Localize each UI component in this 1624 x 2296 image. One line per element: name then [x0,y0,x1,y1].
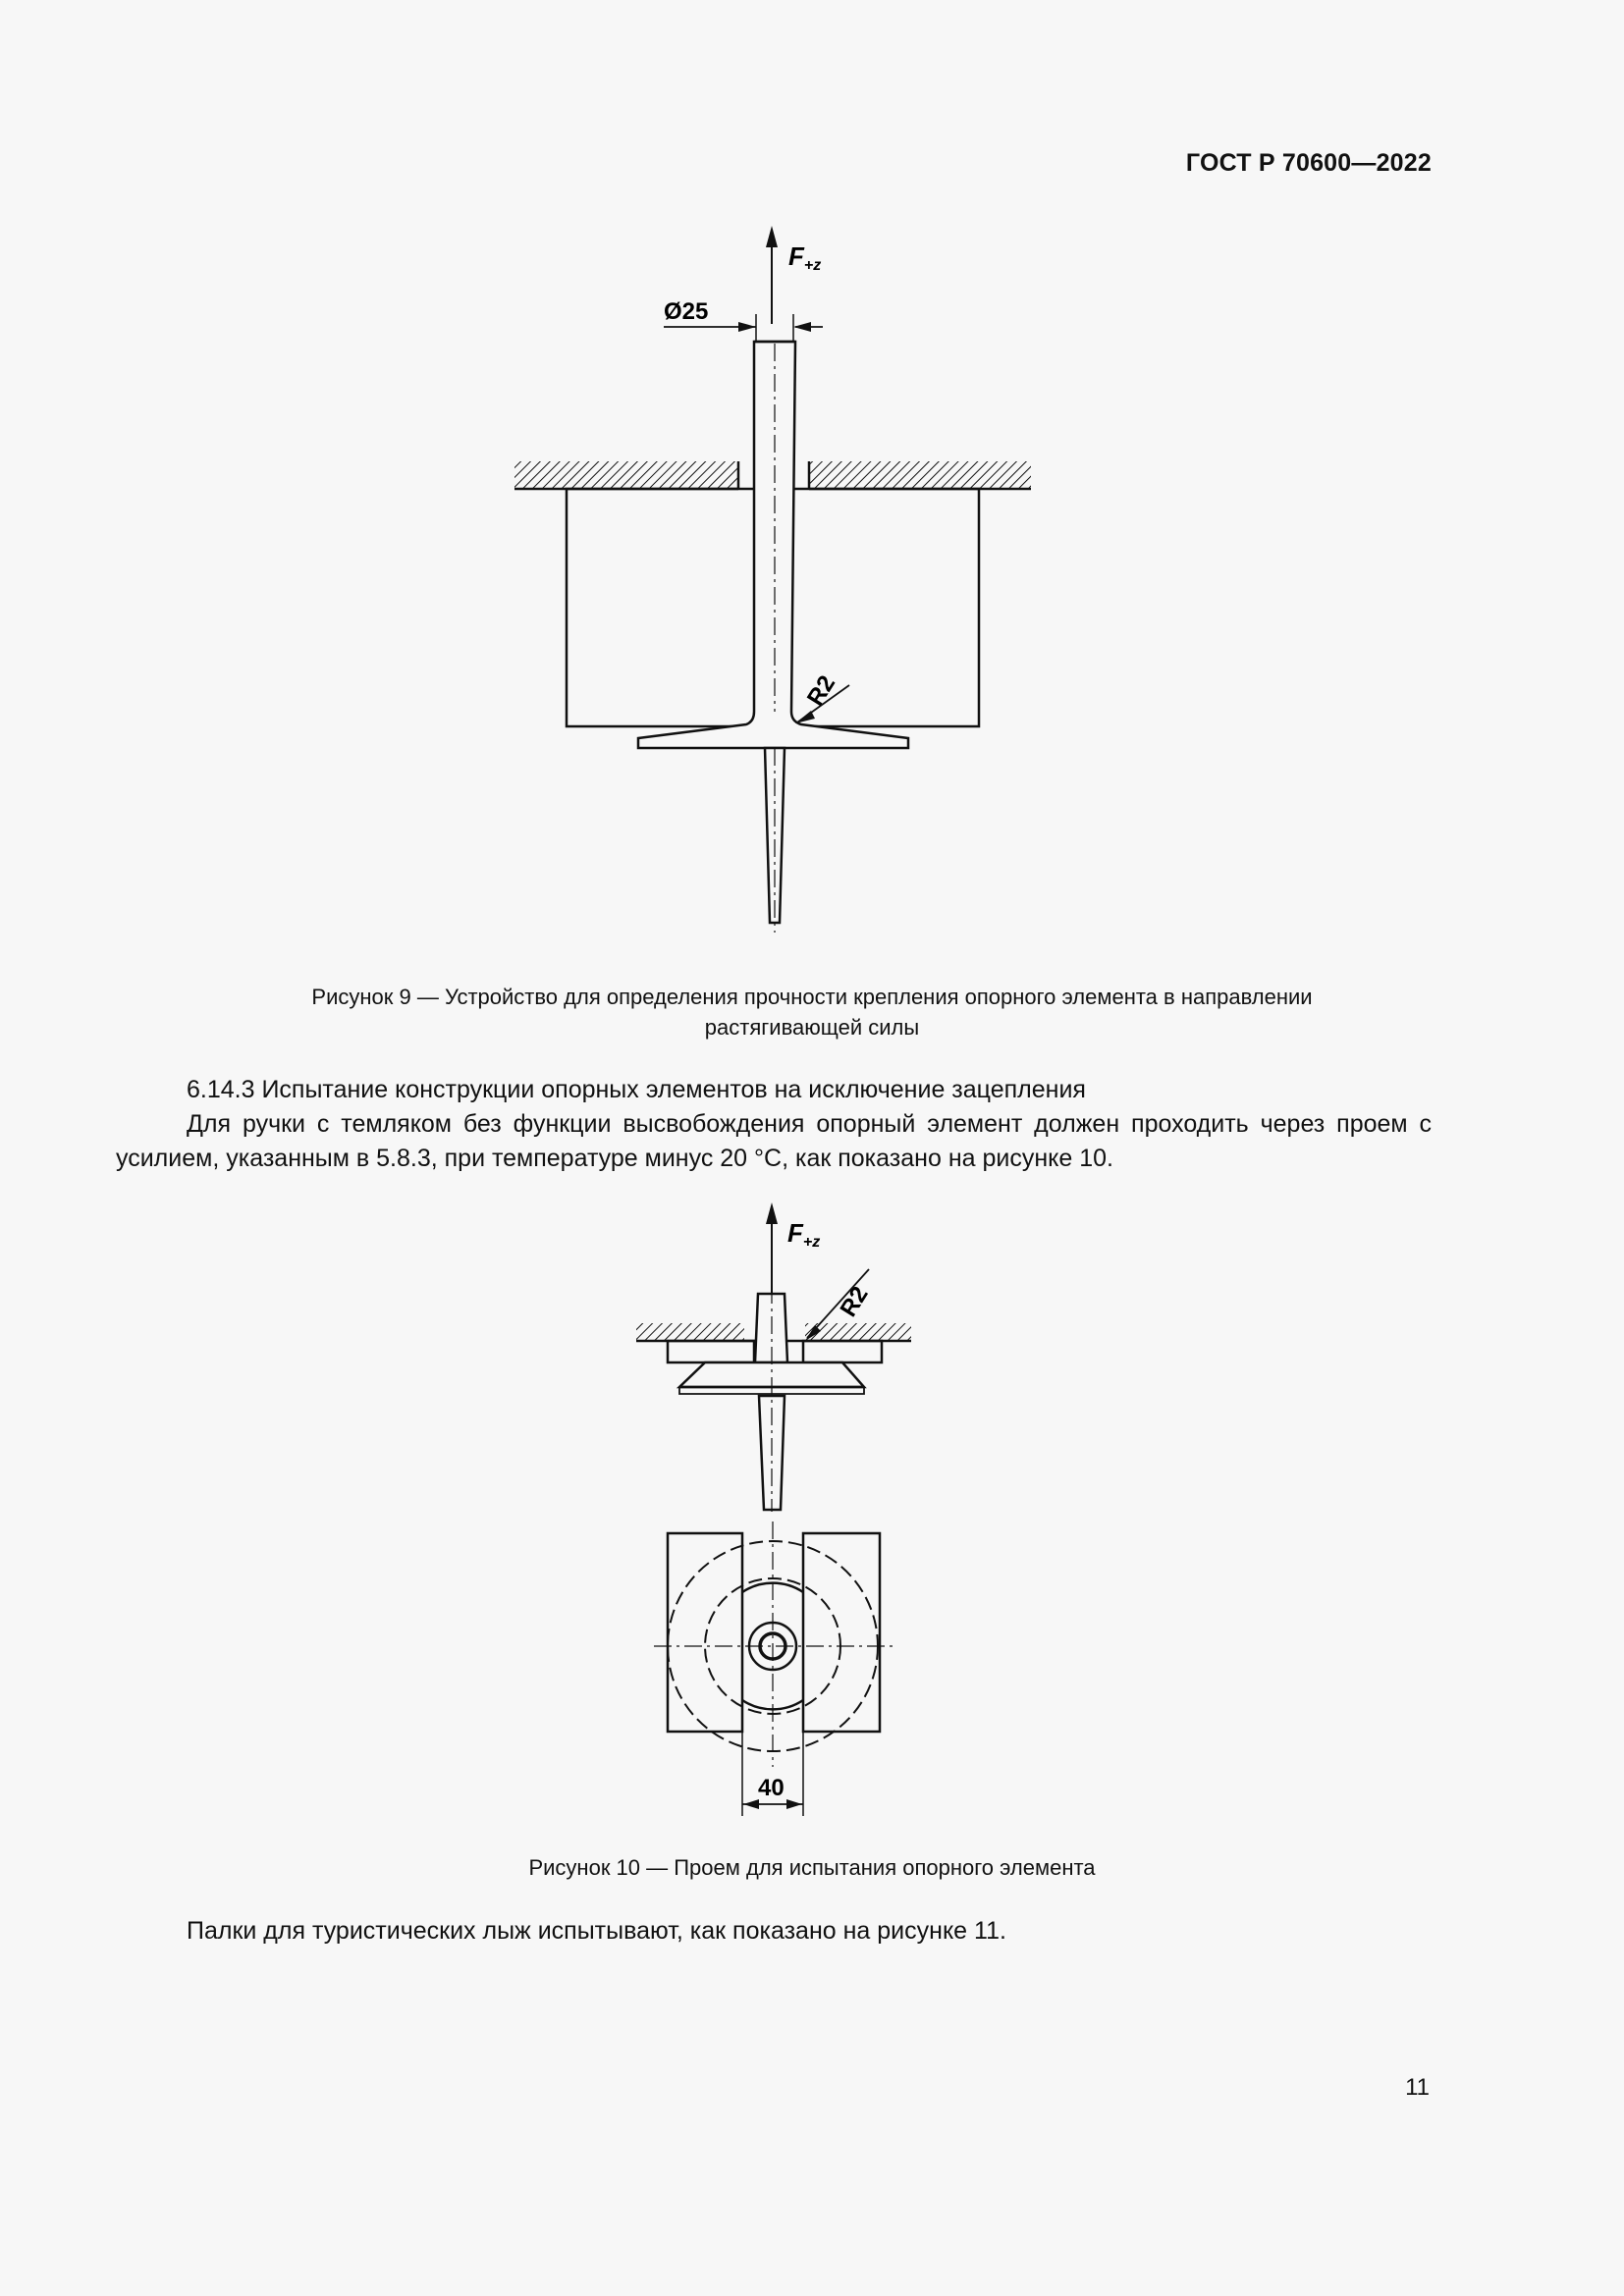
fixture-hatch-right [809,461,1031,489]
width-label: 40 [758,1775,785,1801]
section-paragraph: Для ручки с темляком без функции высвобождения опорный элемент должен проходить через проем с усилием, указанным в 5.8.3, при температуре минус 20 °С, как показано на рисунке 10. [116,1110,1432,1172]
figure-9-caption-line2: растягивающей силы [704,1015,920,1040]
figure-9-caption-line1: Рисунок 9 — Устройство для определения прочности крепления опорного элемента в направлении [311,985,1313,1009]
figure-10-caption: Рисунок 10 — Проем для испытания опорного элемента [528,1855,1096,1880]
force-label-fig10: F+z [787,1218,821,1251]
pole-shaft [638,342,908,748]
figure-10-drawing [0,1188,1624,1826]
pole-tip [765,748,785,933]
radius-label-fig9: R2 [801,670,841,711]
fixture-hatch-left [514,461,738,489]
force-label: F+z [788,241,822,274]
page-number: 11 [1405,2074,1430,2101]
opening-plan-view [654,1522,893,1767]
section-heading: 6.14.3 Испытание конструкции опорных элементов на исключение зацепления [187,1076,1086,1103]
diameter-label: Ø25 [664,298,709,325]
figure-9-drawing [0,0,1624,982]
force-arrow-icon [766,226,778,324]
radius-label-fig10: R2 [835,1281,874,1322]
document-id: ГОСТ Р 70600—2022 [1185,149,1432,177]
closing-paragraph: Палки для туристических лыж испытывают, как показано на рисунке 11. [187,1917,1006,1945]
